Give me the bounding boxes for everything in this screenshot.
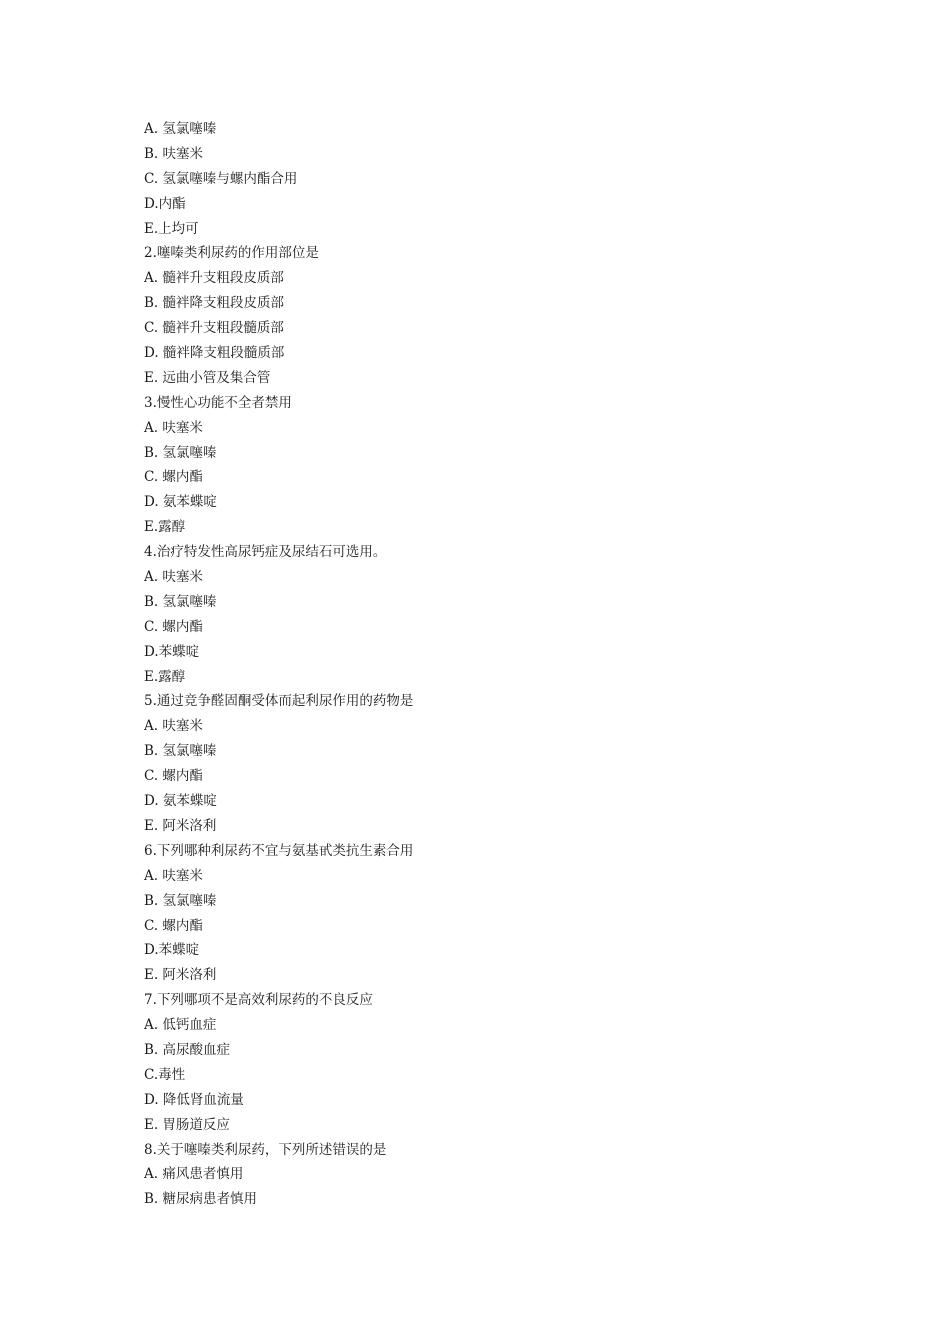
- option-line: C. 髓袢升支粗段髓质部: [144, 320, 284, 337]
- option-line: D.苯蝶啶: [144, 942, 200, 959]
- option-line: A. 氢氯噻嗪: [144, 121, 217, 137]
- option-line: C. 螺内酯: [144, 768, 203, 785]
- option-line: E. 阿米洛利: [144, 967, 217, 984]
- option-line: C. 氢氯噻嗪与螺内酯合用: [144, 170, 298, 187]
- option-line: B. 高尿酸血症: [144, 1041, 231, 1058]
- option-line: B. 氢氯噻嗪: [144, 892, 217, 909]
- option-line: D. 髓袢降支粗段髓质部: [144, 345, 285, 362]
- option-line: D. 氨苯蝶啶: [144, 793, 217, 810]
- option-line: D. 氨苯蝶啶: [144, 494, 217, 511]
- option-line: A. 呋塞米: [144, 718, 203, 735]
- question-stem: 5.通过竞争醛固酮受体而起利尿作用的药物是: [144, 693, 414, 710]
- option-line: B. 糖尿病患者慎用: [144, 1191, 258, 1208]
- option-line: E.露醇: [144, 668, 186, 685]
- option-line: C. 螺内酯: [144, 917, 203, 934]
- option-line: B. 氢氯噻嗪: [144, 444, 217, 461]
- option-line: A. 呋塞米: [144, 419, 203, 436]
- option-line: E. 远曲小管及集合管: [144, 369, 271, 386]
- question-stem: 6.下列哪种利尿药不宜与氨基甙类抗生素合用: [144, 842, 414, 859]
- option-line: D.内酯: [144, 195, 186, 212]
- option-line: A. 呋塞米: [144, 569, 203, 586]
- question-stem: 3.慢性心功能不全者禁用: [144, 394, 292, 411]
- option-line: E. 阿米洛利: [144, 817, 217, 834]
- option-line: D.苯蝶啶: [144, 643, 200, 660]
- option-line: E.上均可: [144, 220, 199, 237]
- option-line: E.露醇: [144, 519, 186, 536]
- option-line: A. 髓袢升支粗段皮质部: [144, 270, 284, 287]
- option-line: B. 髓袢降支粗段皮质部: [144, 295, 285, 312]
- question-stem: 2.噻嗪类利尿药的作用部位是: [144, 245, 319, 262]
- option-line: C.毒性: [144, 1066, 186, 1083]
- option-line: A. 呋塞米: [144, 867, 203, 884]
- option-line: E. 胃肠道反应: [144, 1116, 230, 1133]
- option-line: C. 螺内酯: [144, 469, 203, 486]
- option-line: A. 痛风患者慎用: [144, 1166, 244, 1183]
- question-list: [144, 117, 844, 1212]
- option-line: A. 低钙血症: [144, 1017, 217, 1034]
- question-stem: 8.关于噻嗪类利尿药，下列所述错误的是: [144, 1141, 387, 1158]
- option-line: D. 降低肾血流量: [144, 1091, 244, 1108]
- option-line: B. 呋塞米: [144, 145, 204, 162]
- option-line: C. 螺内酯: [144, 618, 203, 635]
- question-stem: 4.治疗特发性高尿钙症及尿结石可选用。: [144, 544, 387, 561]
- question-stem: 7.下列哪项不是高效利尿药的不良反应: [144, 992, 373, 1009]
- option-line: B. 氢氯噻嗪: [144, 593, 217, 610]
- option-line: B. 氢氯噻嗪: [144, 743, 217, 760]
